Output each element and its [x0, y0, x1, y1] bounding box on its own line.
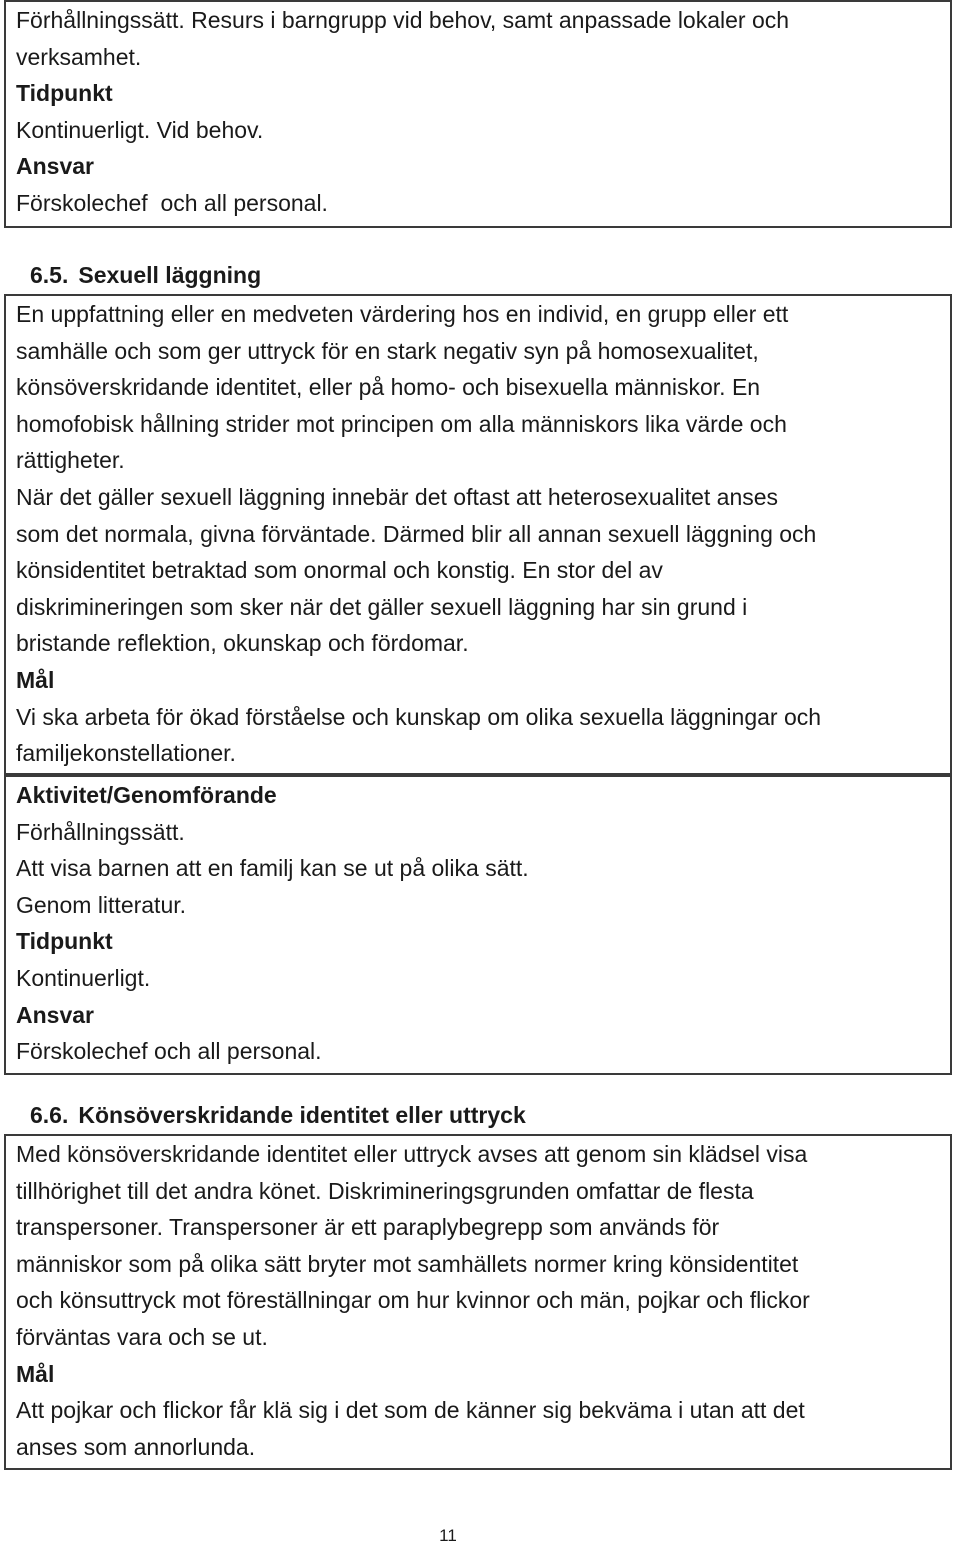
description-line: människor som på olika sätt bryter mot samhällets normer kring könsidentitet — [16, 1250, 799, 1277]
mal-text-line: familjekonstellationer. — [16, 740, 236, 767]
mal-label: Mål — [16, 666, 55, 693]
section-heading-6-5 — [30, 260, 261, 290]
mal-label: Mål — [16, 1360, 55, 1387]
description-line: tillhörighet till det andra könet. Diskrimineringsgrunden omfattar de flesta — [16, 1177, 754, 1204]
aktivitet-label: Aktivitet/Genomförande — [16, 782, 277, 808]
section-number: 6.5. — [30, 262, 69, 288]
description-line: förväntas vara och se ut. — [16, 1323, 268, 1350]
text-line: Förhållningssätt. Resurs i barngrupp vid behov, samt anpassade lokaler och — [16, 7, 790, 33]
ansvar-label: Ansvar — [16, 1001, 94, 1028]
mal-text-line: Att pojkar och flickor får klä sig i det som de känner sig bekväma i utan att det — [16, 1397, 805, 1424]
aktivitet-text-line: Genom litteratur. — [16, 891, 187, 918]
section-title: Sexuell läggning — [78, 262, 262, 288]
description-line: bristande reflektion, okunskap och fördomar. — [16, 630, 469, 657]
aktivitet-text-line: Att visa barnen att en familj kan se ut på olika sätt. — [16, 855, 529, 882]
description-line: könsöverskridande identitet, eller på homo- och bisexuella människor. En — [16, 374, 761, 401]
tidpunkt-value: Kontinuerligt. — [16, 964, 151, 991]
tidpunkt-label: Tidpunkt — [16, 928, 113, 955]
description-line: Med könsöverskridande identitet eller uttryck avses att genom sin klädsel visa — [16, 1141, 808, 1167]
aktivitet-text-line: Förhållningssätt. — [16, 818, 185, 845]
description-line: och könsuttryck mot föreställningar om hur kvinnor och män, pojkar och flickor — [16, 1287, 810, 1314]
mal-text-line: Vi ska arbeta för ökad förståelse och kunskap om olika sexuella läggningar och — [16, 703, 822, 730]
description-line: könsidentitet betraktad som onormal och konstig. En stor del av — [16, 557, 663, 584]
description-line: rättigheter. — [16, 447, 125, 474]
ansvar-value: Förskolechef och all personal. — [16, 1038, 322, 1065]
section-6-5-description-box — [4, 294, 952, 775]
section-title: Könsöverskridande identitet eller uttryck — [78, 1102, 526, 1128]
description-line: diskrimineringen som sker när det gäller sexuell läggning har sin grund i — [16, 593, 748, 620]
section-6-5-activity-box — [4, 775, 952, 1075]
previous-section-box — [4, 0, 952, 228]
ansvar-label: Ansvar — [16, 153, 94, 180]
description-line: som det normala, givna förväntade. Därmed blir all annan sexuell läggning och — [16, 520, 817, 547]
description-line: homofobisk hållning strider mot principen om alla människors lika värde och — [16, 410, 787, 437]
tidpunkt-value: Kontinuerligt. Vid behov. — [16, 116, 264, 143]
section-number: 6.6. — [30, 1102, 69, 1128]
section-heading-6-6 — [30, 1100, 526, 1130]
description-line: transpersoner. Transpersoner är ett paraplybegrepp som används för — [16, 1214, 720, 1241]
tidpunkt-label: Tidpunkt — [16, 80, 113, 107]
mal-text-line: anses som annorlunda. — [16, 1433, 256, 1460]
page-number: 11 — [439, 1526, 457, 1545]
section-6-6-box — [4, 1134, 952, 1470]
text-line: verksamhet. — [16, 43, 142, 70]
description-line: När det gäller sexuell läggning innebär det oftast att heterosexualitet anses — [16, 483, 779, 510]
description-line: samhälle och som ger uttryck för en stark negativ syn på homosexualitet, — [16, 337, 759, 364]
ansvar-value: Förskolechef och all personal. — [16, 189, 328, 216]
description-line: En uppfattning eller en medveten värdering hos en individ, en grupp eller ett — [16, 301, 789, 327]
